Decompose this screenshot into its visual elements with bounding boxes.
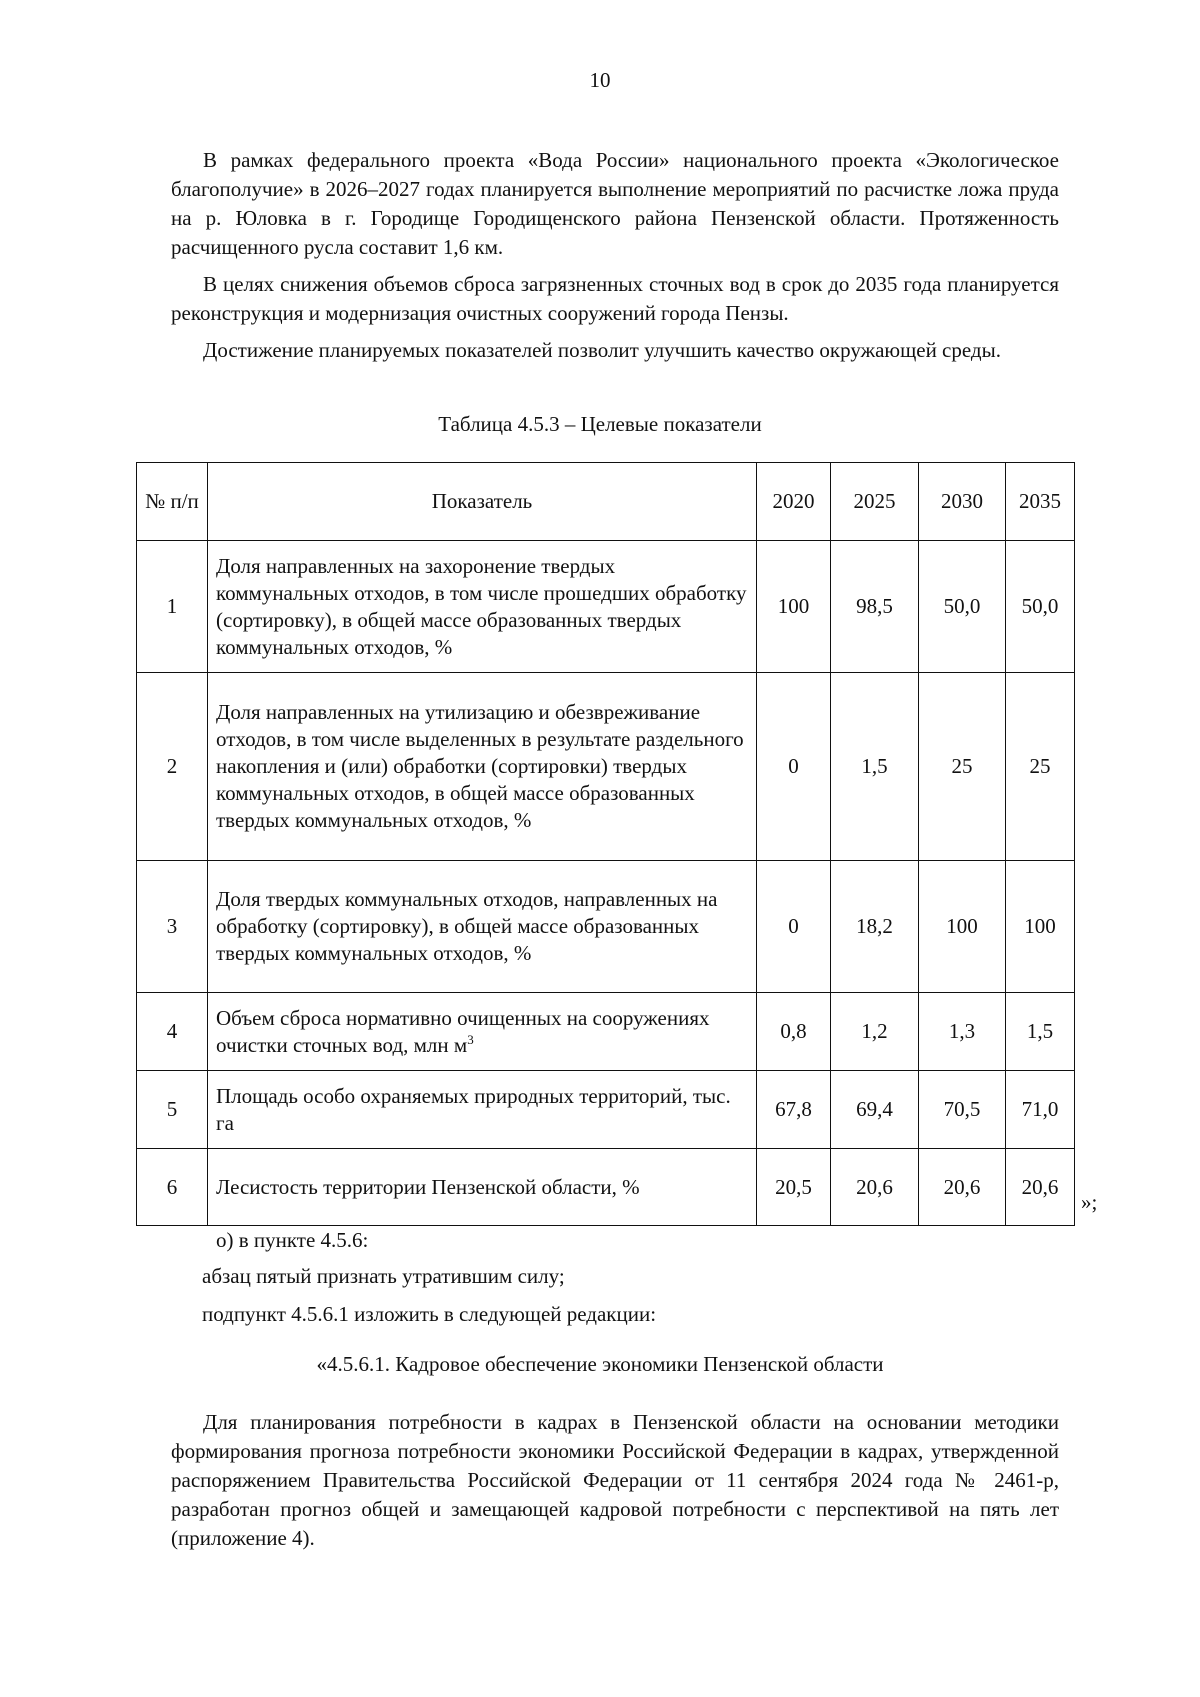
header-year: 2025 — [831, 463, 919, 541]
row-value: 71,0 — [1006, 1071, 1075, 1149]
row-value: 25 — [919, 673, 1006, 861]
paragraph-1: В рамках федерального проекта «Вода России» национального проекта «Экологическое благополучие» в 2026–2027 годах планируется выполнение мероприятий по расчистке ложа пруда на р. Юловка в г. Городище Городищенского района Пензенской области. Протяженность расчищенного русла составит 1,6 км. — [171, 148, 1059, 259]
row-indicator: Лесистость территории Пензенской области, % — [208, 1149, 757, 1226]
row-value: 0 — [757, 861, 831, 993]
row-num: 1 — [137, 541, 208, 673]
table-header-row — [137, 463, 1075, 541]
row-num: 4 — [137, 993, 208, 1071]
header-year: 2020 — [757, 463, 831, 541]
final-paragraph: Для планирования потребности в кадрах в Пензенской области на основании методики формирования прогноза потребности экономики Российской Федерации в кадрах, утвержденной распоряжением Правительства Российской Федерации от 11 сентября 2024 года № 2461-р, разработан прогноз общей и замещающей кадровой потребности с перспективой на пять лет (приложение 4). — [171, 1410, 1059, 1550]
row-value: 98,5 — [831, 541, 919, 673]
superscript: 3 — [467, 1031, 474, 1047]
row-value: 20,6 — [919, 1149, 1006, 1226]
closing-quote: »; — [1081, 1190, 1098, 1214]
targets-table — [136, 462, 1075, 1226]
table-caption: Таблица 4.5.3 – Целевые показатели — [438, 412, 762, 436]
row-value: 18,2 — [831, 861, 919, 993]
header-indicator: Показатель — [208, 463, 757, 541]
after-table-line: подпункт 4.5.6.1 изложить в следующей редакции: — [202, 1302, 657, 1326]
row-indicator — [208, 993, 757, 1071]
row-value: 50,0 — [1006, 541, 1075, 673]
row-value: 100 — [1006, 861, 1075, 993]
row-value: 70,5 — [919, 1071, 1006, 1149]
row-indicator-text: Объем сброса нормативно очищенных на сооружениях очистки сточных вод, млн м — [216, 1005, 710, 1057]
row-value: 0,8 — [757, 993, 831, 1071]
row-num: 3 — [137, 861, 208, 993]
row-indicator: Доля направленных на захоронение твердых коммунальных отходов, в том числе прошедших обработку (сортировку), в общей массе образованных твердых коммунальных отходов, % — [208, 541, 757, 673]
row-value: 20,5 — [757, 1149, 831, 1226]
after-table-line: абзац пятый признать утратившим силу; — [202, 1264, 565, 1288]
header-year: 2035 — [1006, 463, 1075, 541]
row-indicator: Доля направленных на утилизацию и обезвреживание отходов, в том числе выделенных в результате раздельного накопления и (или) обработки (сортировки) твердых коммунальных отходов, в общей массе образованных твердых коммунальных отходов, % — [208, 673, 757, 861]
row-value: 0 — [757, 673, 831, 861]
row-value: 100 — [919, 861, 1006, 993]
header-num: № п/п — [137, 463, 208, 541]
table-row — [137, 993, 1075, 1071]
table-row — [137, 541, 1075, 673]
row-value: 1,5 — [1006, 993, 1075, 1071]
row-value: 1,2 — [831, 993, 919, 1071]
table-row — [137, 1149, 1075, 1226]
row-value: 20,6 — [1006, 1149, 1075, 1226]
row-value: 69,4 — [831, 1071, 919, 1149]
paragraph-2: В целях снижения объемов сброса загрязненных сточных вод в срок до 2035 года планируется реконструкция и модернизация очистных сооружений города Пензы. — [171, 272, 1059, 325]
paragraph-3: Достижение планируемых показателей позволит улучшить качество окружающей среды. — [203, 338, 1001, 362]
row-value: 20,6 — [831, 1149, 919, 1226]
row-value: 25 — [1006, 673, 1075, 861]
table-row — [137, 673, 1075, 861]
row-value: 1,3 — [919, 993, 1006, 1071]
row-num: 5 — [137, 1071, 208, 1149]
header-year: 2030 — [919, 463, 1006, 541]
page-number: 10 — [589, 68, 611, 92]
row-value: 67,8 — [757, 1071, 831, 1149]
row-value: 1,5 — [831, 673, 919, 861]
table-row — [137, 861, 1075, 993]
row-value: 50,0 — [919, 541, 1006, 673]
row-num: 2 — [137, 673, 208, 861]
table-row — [137, 1071, 1075, 1149]
row-indicator: Площадь особо охраняемых природных территорий, тыс. га — [208, 1071, 757, 1149]
after-table-line: о) в пункте 4.5.6: — [216, 1228, 369, 1252]
row-value: 100 — [757, 541, 831, 673]
row-indicator: Доля твердых коммунальных отходов, направленных на обработку (сортировку), в общей массе образованных твердых коммунальных отходов, % — [208, 861, 757, 993]
row-num: 6 — [137, 1149, 208, 1226]
section-heading: «4.5.6.1. Кадровое обеспечение экономики Пензенской области — [316, 1352, 884, 1376]
